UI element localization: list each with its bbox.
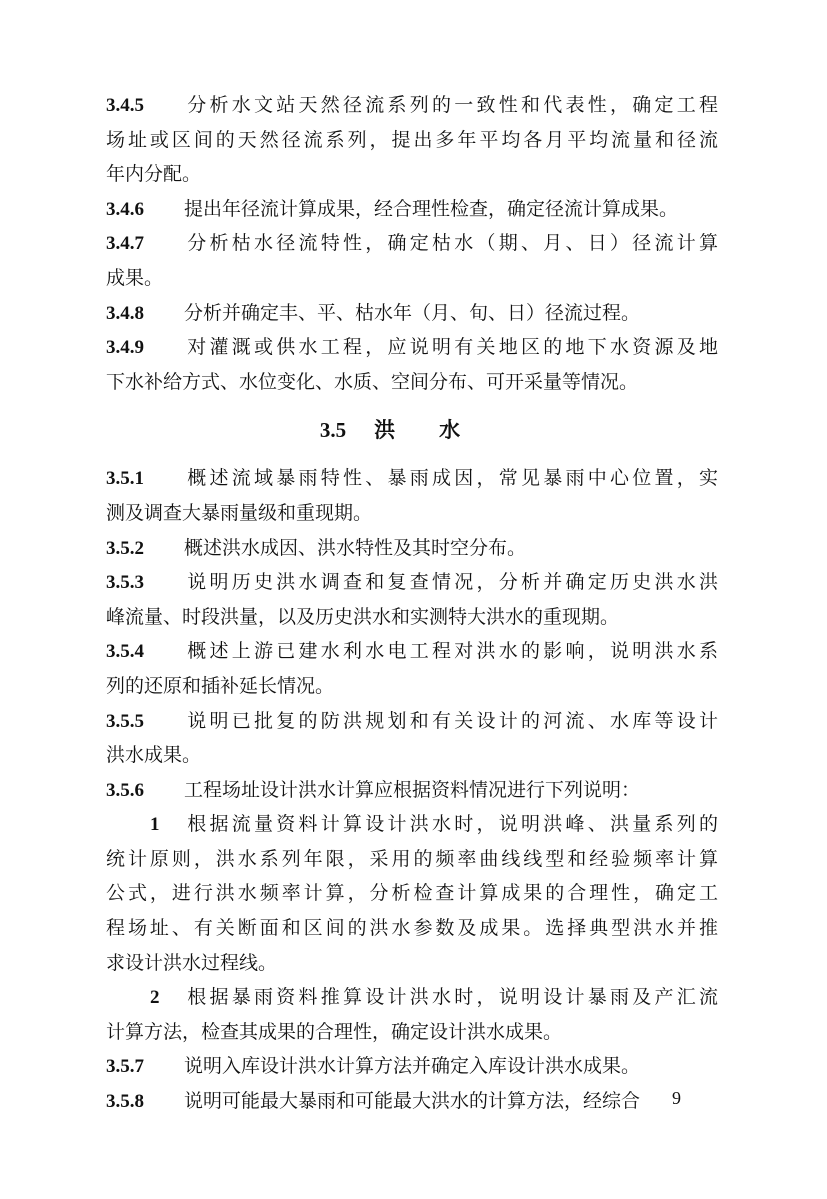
clause-text: 公式，进行洪水频率计算，分析检查计算成果的合理性，确定工: [106, 882, 718, 905]
clause-text: 测及调查大暴雨量级和重现期。: [106, 501, 373, 524]
clause-group-3-5-cont: [106, 1049, 718, 1118]
clause: [106, 565, 718, 634]
clause: [106, 461, 718, 530]
clause: [106, 634, 718, 703]
text-line: [106, 296, 718, 331]
text-line: [106, 157, 718, 192]
text-line: [106, 88, 718, 123]
clause-text: 根据暴雨资料推算设计洪水时，说明设计暴雨及产汇流: [184, 986, 718, 1009]
text-line: [106, 1049, 718, 1084]
page-number: 9: [672, 1088, 681, 1108]
clause-number: 3.4.6: [106, 198, 144, 220]
page-content: [106, 88, 718, 1119]
text-line: [106, 1084, 718, 1119]
clause-text: 概述上游已建水利水电工程对洪水的影响，说明洪水系: [184, 640, 718, 663]
subclause-number: 1: [150, 814, 160, 836]
clause-number: 3.5.1: [106, 468, 144, 490]
text-line: [106, 842, 718, 877]
clause-text: 根据流量资料计算设计洪水时，说明洪峰、洪量系列的: [184, 813, 718, 836]
clause-text: 说明入库设计洪水计算方法并确定入库设计洪水成果。: [184, 1055, 641, 1078]
clause-text: 提出年径流计算成果，经合理性检查，确定径流计算成果。: [184, 197, 679, 220]
text-line: [106, 980, 718, 1015]
clause-text: 工程场址设计洪水计算应根据资料情况进行下列说明：: [184, 778, 641, 801]
clause-text: 概述流域暴雨特性、暴雨成因，常见暴雨中心位置，实: [184, 467, 718, 490]
clause: [106, 773, 718, 808]
text-line: [106, 531, 718, 566]
clause: [106, 296, 718, 331]
clause-text: 列的还原和插补延长情况。: [106, 674, 335, 697]
clause-text: 分析枯水径流特性，确定枯水（期、月、日）径流计算: [184, 232, 718, 255]
text-line: [106, 1015, 718, 1050]
clause-text: 说明可能最大暴雨和可能最大洪水的计算方法，经综合: [184, 1090, 641, 1113]
clause-group-3-4: [106, 88, 718, 399]
clause-number: 3.4.7: [106, 233, 144, 255]
text-line: [106, 946, 718, 981]
clause-text: 年内分配。: [106, 163, 202, 186]
clause-text: 分析并确定丰、平、枯水年（月、旬、日）径流过程。: [184, 301, 641, 324]
clause-number: 3.5.4: [106, 641, 144, 663]
clause-text: 对灌溉或供水工程，应说明有关地区的地下水资源及地: [184, 336, 718, 359]
clause-number: 3.5.3: [106, 572, 144, 594]
text-line: [106, 704, 718, 739]
section-title: 洪水: [374, 417, 505, 443]
text-line: [106, 600, 718, 635]
clause-text: 计算方法，检查其成果的合理性，确定设计洪水成果。: [106, 1020, 563, 1043]
clause-number: 3.5.2: [106, 537, 144, 559]
clause: [106, 704, 718, 773]
clause-text: 求设计洪水过程线。: [106, 951, 278, 974]
text-line: [106, 496, 718, 531]
section-number: 3.5: [319, 418, 347, 443]
clause: [106, 330, 718, 399]
clause-text: 下水补给方式、水位变化、水质、空间分布、可开采量等情况。: [106, 370, 639, 393]
clause-text: 场址或区间的天然径流系列，提出多年平均各月平均流量和径流: [106, 128, 718, 151]
text-line: [106, 226, 718, 261]
text-line: [106, 773, 718, 808]
clause-number: 3.4.5: [106, 95, 144, 116]
clause-text: 分析水文站天然径流系列的一致性和代表性，确定工程: [184, 94, 718, 116]
clause-text: 成果。: [106, 266, 164, 289]
subclause: [106, 980, 718, 1049]
text-line: [106, 876, 718, 911]
text-line: [106, 365, 718, 400]
text-line: [106, 807, 718, 842]
clause-text: 峰流量、时段洪量，以及历史洪水和实测特大洪水的重现期。: [106, 605, 620, 628]
section-heading: [106, 399, 718, 461]
clause-number: 3.5.8: [106, 1091, 144, 1113]
subclause-number: 2: [150, 987, 160, 1009]
clause-number: 3.4.9: [106, 337, 144, 359]
clause-number: 3.5.7: [106, 1056, 144, 1078]
text-line: [106, 192, 718, 227]
clause: [106, 531, 718, 566]
subclause: [106, 807, 718, 980]
clause-number: 3.4.8: [106, 302, 144, 324]
clause-text: 说明历史洪水调查和复查情况，分析并确定历史洪水洪: [184, 571, 718, 594]
clause-number: 3.5.5: [106, 710, 144, 732]
clause: [106, 192, 718, 227]
text-line: [106, 330, 718, 365]
clause-text: 说明已批复的防洪规划和有关设计的河流、水库等设计: [184, 709, 718, 732]
clause-number: 3.5.6: [106, 779, 144, 801]
clause-text: 概述洪水成因、洪水特性及其时空分布。: [184, 536, 527, 559]
text-line: [106, 634, 718, 669]
text-line: [106, 461, 718, 496]
text-line: [106, 911, 718, 946]
text-line: [106, 123, 718, 158]
clause: [106, 88, 718, 192]
clause-group-3-5: [106, 461, 718, 807]
text-line: [106, 669, 718, 704]
clause: [106, 1049, 718, 1084]
text-line: [106, 738, 718, 773]
clause: [106, 226, 718, 295]
text-line: [106, 261, 718, 296]
clause-text: 程场址、有关断面和区间的洪水参数及成果。选择典型洪水并推: [106, 917, 718, 940]
clause-text: 洪水成果。: [106, 744, 202, 767]
subclause-group-3-5-6: [106, 807, 718, 1049]
clause: [106, 1084, 718, 1119]
text-line: [106, 565, 718, 600]
clause-text: 统计原则，洪水系列年限，采用的频率曲线线型和经验频率计算: [106, 847, 718, 870]
